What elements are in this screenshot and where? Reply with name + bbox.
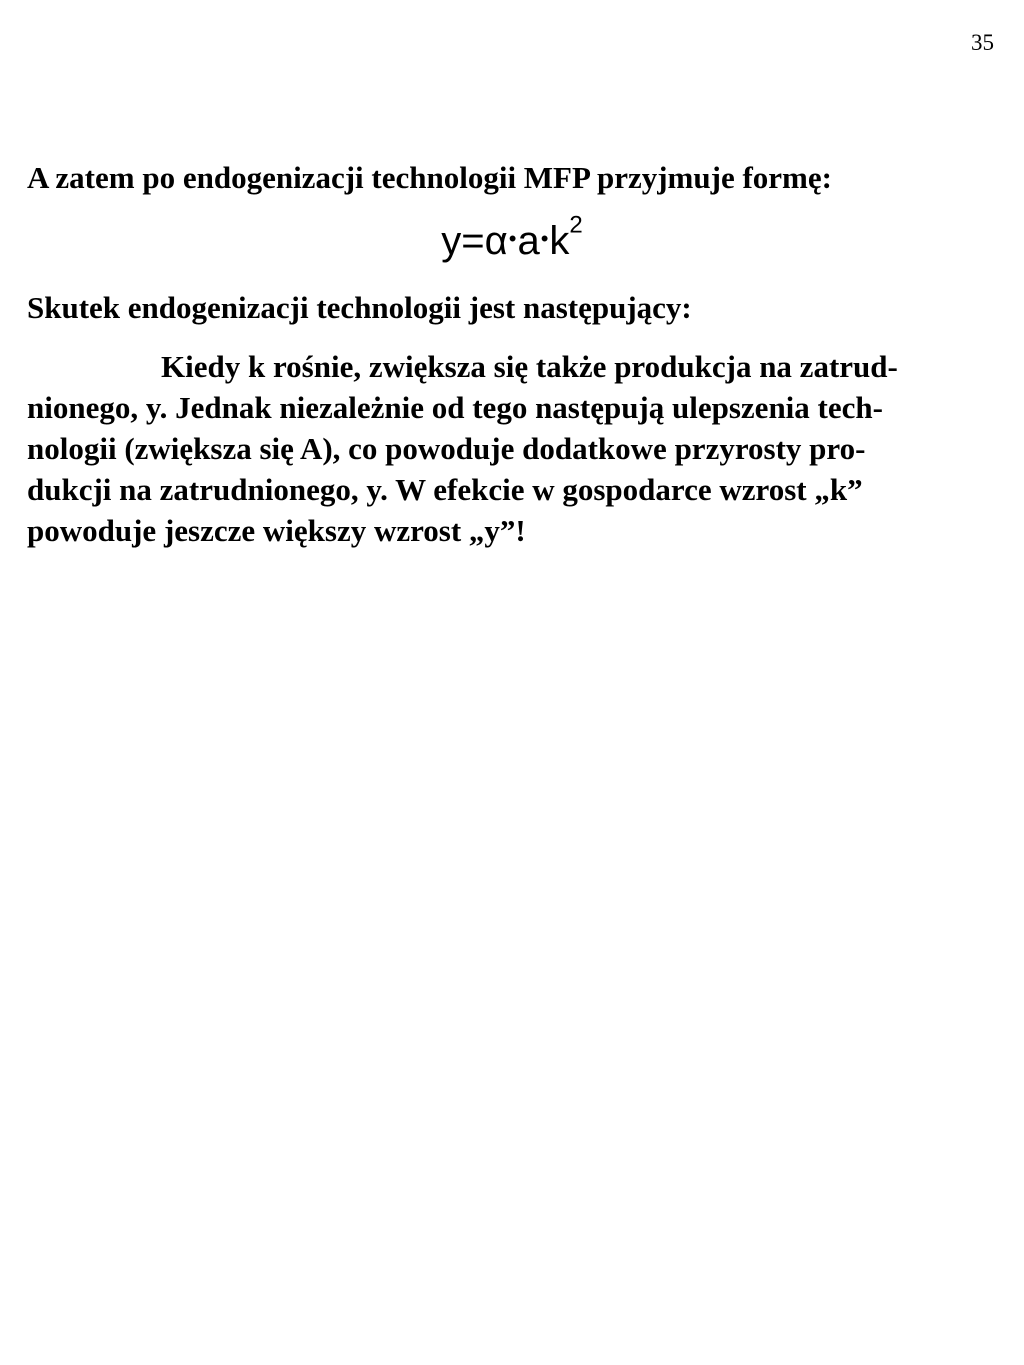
- paragraph-line: powoduje jeszcze większy wzrost „y”!: [27, 513, 526, 548]
- formula-y: y: [441, 219, 462, 263]
- paragraph-line: nologii (zwiększa się A), co powoduje dodatkowe przyrosty pro-: [27, 431, 866, 466]
- page-number: 35: [971, 30, 994, 55]
- production-function-formula: [0, 211, 1024, 263]
- effect-heading: Skutek endogenizacji technologii jest następujący:: [27, 290, 692, 325]
- multiplication-dot-2: •: [540, 226, 549, 252]
- paragraph-line: Kiedy k rośnie, zwiększa się także produkcja na zatrud-: [161, 349, 898, 384]
- paragraph-line: nionego, y. Jednak niezależnie od tego następują ulepszenia tech-: [27, 390, 883, 425]
- formula-exponent: 2: [569, 211, 583, 239]
- formula-a: a: [517, 219, 540, 263]
- multiplication-dot-1: •: [508, 226, 517, 252]
- intro-heading: A zatem po endogenizacji technologii MFP przyjmuje formę:: [27, 160, 832, 195]
- formula-alpha: α: [484, 219, 508, 263]
- explanation-paragraph: [27, 346, 987, 551]
- formula-k: k: [549, 219, 570, 263]
- paragraph-line: dukcji na zatrudnionego, y. W efekcie w gospodarce wzrost „k”: [27, 472, 863, 507]
- formula-equals: =: [461, 219, 485, 263]
